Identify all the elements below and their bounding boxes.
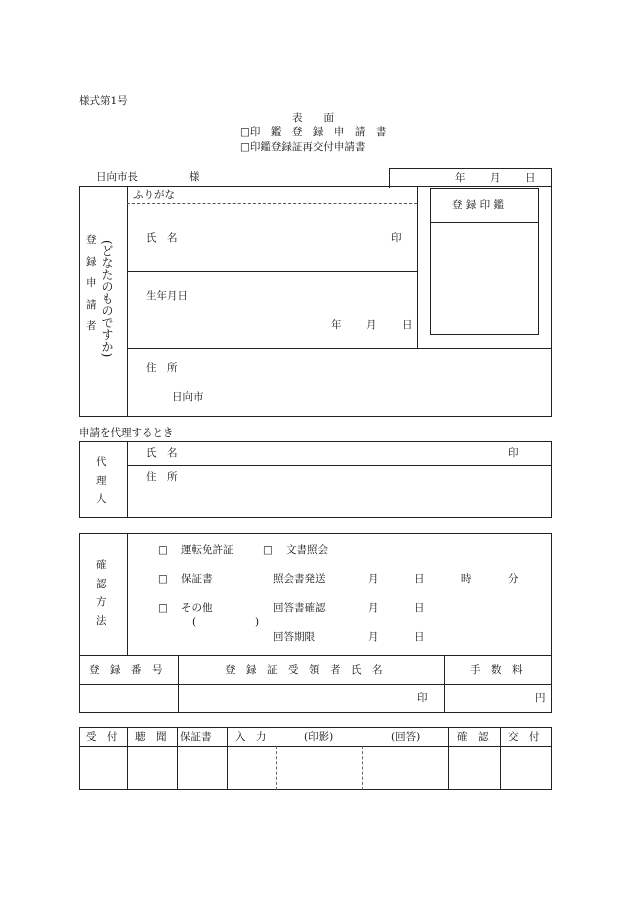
applicant-name-label: 氏 名 xyxy=(146,232,178,244)
checkbox-other[interactable]: □ xyxy=(158,602,168,614)
office-header-guarantee: 保証書 xyxy=(180,731,212,743)
reply-confirm-label: 回答書確認 xyxy=(273,602,326,614)
proxy-seal-mark: 印 xyxy=(508,447,519,459)
applicant-address-label: 住 所 xyxy=(146,362,178,374)
inquiry-sent-day: 日 xyxy=(414,573,425,585)
office-header-issue: 交 付 xyxy=(508,731,540,743)
reply-deadline-day: 日 xyxy=(414,631,425,643)
birth-label: 生年月日 xyxy=(146,290,188,302)
proxy-address-label: 住 所 xyxy=(146,471,178,483)
checkbox-license[interactable]: □ xyxy=(158,544,168,556)
mayor-label: 日向市長 xyxy=(96,171,138,183)
reply-confirm-day: 日 xyxy=(414,602,425,614)
other-paren-close: ) xyxy=(255,616,260,628)
applicant-city: 日向市 xyxy=(172,391,204,403)
birth-month: 月 xyxy=(366,319,377,331)
registered-seal-label: 登 録 印 鑑 xyxy=(452,199,505,211)
birth-day: 日 xyxy=(402,319,413,331)
date-year: 年 xyxy=(455,172,466,184)
license-label: 運転免許証 xyxy=(181,544,234,556)
inquiry-sent-label: 照会書発送 xyxy=(273,573,326,585)
date-day: 日 xyxy=(525,172,536,184)
office-header-hearing: 聴 聞 xyxy=(135,731,167,743)
office-header-input: 入 力 xyxy=(235,731,267,743)
office-header-confirm: 確 認 xyxy=(457,731,489,743)
birth-year: 年 xyxy=(331,319,342,331)
office-header-seal-impression: (印影) xyxy=(304,731,334,743)
proxy-name-label: 氏 名 xyxy=(146,447,178,459)
furigana-label: ふりがな xyxy=(133,189,175,201)
holder-seal-mark: 印 xyxy=(417,692,428,704)
date-month: 月 xyxy=(490,172,501,184)
title-reissue[interactable]: □印鑑登録証再交付申請書 xyxy=(240,141,366,153)
applicant-sub-label: (どなたのものですか) xyxy=(100,240,114,358)
checkbox-guarantee[interactable]: □ xyxy=(158,573,168,585)
doc-inquiry-label: 文書照会 xyxy=(286,544,328,556)
confirmation-section xyxy=(79,533,552,713)
confirmation-label: 確 認 方 法 xyxy=(96,559,107,627)
other-label: その他 xyxy=(181,602,213,614)
office-header-reply: (回答) xyxy=(391,731,421,743)
reply-deadline-label: 回答期限 xyxy=(273,631,315,643)
reply-confirm-month: 月 xyxy=(368,602,379,614)
fee-yen: 円 xyxy=(535,692,546,704)
registration-number-header: 登 録 番 号 xyxy=(89,664,163,676)
inquiry-sent-minute: 分 xyxy=(508,573,519,585)
checkbox-doc-inquiry[interactable]: □ xyxy=(263,544,273,556)
proxy-label: 代 理 人 xyxy=(96,456,107,505)
inquiry-sent-hour: 時 xyxy=(461,573,472,585)
proxy-caption: 申請を代理するとき xyxy=(79,427,174,439)
guarantee-label: 保証書 xyxy=(181,573,213,585)
form-number: 様式第1号 xyxy=(79,95,128,107)
certificate-holder-header: 登 録 証 受 領 者 氏 名 xyxy=(225,664,383,676)
office-header-reception: 受 付 xyxy=(86,731,118,743)
fee-header: 手 数 料 xyxy=(470,664,523,676)
inquiry-sent-month: 月 xyxy=(368,573,379,585)
title-seal-registration[interactable]: □印 鑑 登 録 申 請 書 xyxy=(240,126,387,138)
applicant-section-label: 登 録 申 請 者 xyxy=(86,234,97,332)
applicant-seal-mark: 印 xyxy=(391,232,402,244)
sama-label: 様 xyxy=(189,171,200,183)
reply-deadline-month: 月 xyxy=(368,631,379,643)
side-label: 表 面 xyxy=(292,112,334,124)
other-paren-open: ( xyxy=(192,616,197,628)
